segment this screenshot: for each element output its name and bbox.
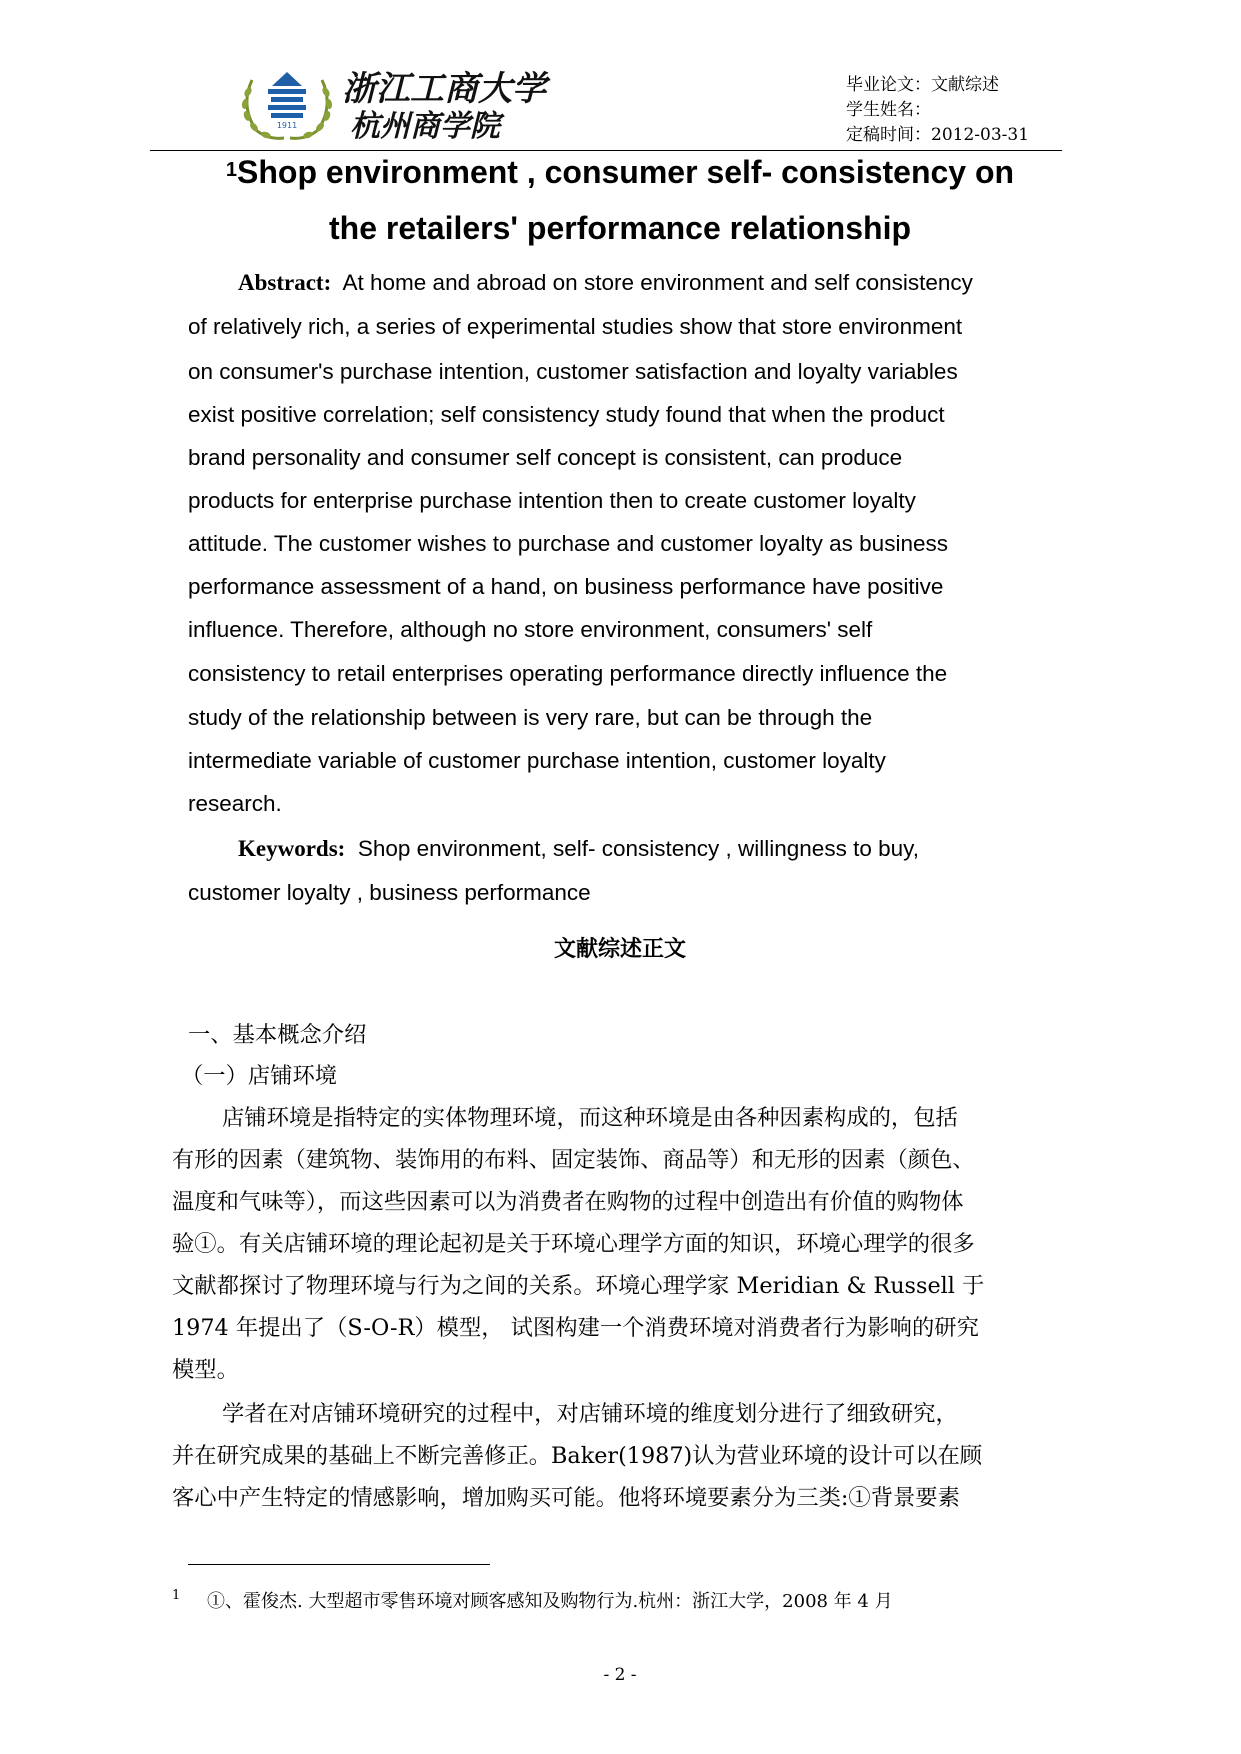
page-number: - 2 - [603, 1665, 637, 1685]
abstract-line-11: intermediate variable of customer purchase intention, customer loyalty [188, 748, 886, 773]
school-name-line1: 浙江工商大学 [342, 69, 546, 109]
footnote-mark: 1 [172, 1588, 181, 1603]
paper-title-line1: $^1$Shop environment , consumer self- consistency on [225, 154, 1015, 190]
p1-line-6: 模型。 [172, 1357, 239, 1383]
abstract-line-4: brand personality and consumer self concept is consistent, can produce [188, 445, 903, 470]
p1-line-5: 1974 年提出了（S-O-R）模型， 试图构建一个消费环境对消费者行为影响的研究 [172, 1315, 979, 1341]
university-logo [238, 66, 558, 146]
subsection-title: （一）店铺环境 [181, 1063, 338, 1089]
abstract-line-3: exist positive correlation; self consistency study found that when the product [188, 402, 945, 427]
p1-line-2: 温度和气味等），而这些因素可以为消费者在购物的过程中创造出有价值的购物体 [172, 1189, 964, 1215]
paper-title-line2: the retailers' performance relationship [328, 210, 911, 246]
abstract-line-9: consistency to retail enterprises operating performance directly influence the [188, 661, 948, 686]
header-divider [150, 150, 1062, 151]
keywords-line-0: Keywords: Shop environment, self- consistency , willingness to buy, [238, 836, 919, 861]
abstract-line-0: Abstract: At home and abroad on store environment and self consistency [238, 270, 973, 295]
p1-line-4: 文献都探讨了物理环境与行为之间的关系。环境心理学家 Meridian & Russell 于 [172, 1273, 985, 1299]
abstract-line-1: of relatively rich, a series of experimental studies show that store environment [188, 314, 963, 339]
title-footnote-mark: 1 [225, 159, 238, 181]
p1-line-1: 有形的因素（建筑物、装饰用的布料、固定装饰、商品等）和无形的因素（颜色、 [172, 1147, 975, 1173]
abstract-label: Abstract: [238, 270, 332, 295]
p2-line-0: 学者在对店铺环境研究的过程中，对店铺环境的维度划分进行了细致研究， [222, 1401, 958, 1427]
keywords-label: Keywords: [238, 836, 346, 861]
abstract-line-2: on consumer's purchase intention, customer satisfaction and loyalty variables [188, 359, 958, 384]
header-meta-type: 毕业论文：文献综述 [846, 75, 999, 95]
keywords-line-1: customer loyalty , business performance [188, 880, 591, 905]
p1-line-3: 验①。有关店铺环境的理论起初是关于环境心理学方面的知识，环境心理学的很多 [172, 1231, 975, 1257]
footnote-text: ①、霍俊杰. 大型超市零售环境对顾客感知及购物行为.杭州：浙江大学，2008 年 4 月 [207, 1591, 893, 1612]
university-emblem-icon [238, 66, 558, 146]
abstract-line-7: performance assessment of a hand, on business performance have positive [188, 574, 944, 599]
abstract-line-8: influence. Therefore, although no store environment, consumers' self [188, 617, 873, 642]
header-meta-student: 学生姓名： [846, 100, 931, 120]
p1-line-0: 店铺环境是指特定的实体物理环境，而这种环境是由各种因素构成的，包括 [222, 1105, 958, 1131]
section-title: 一、基本概念介绍 [188, 1022, 367, 1048]
logo-year: 1911 [276, 121, 298, 130]
abstract-line-10: study of the relationship between is very rare, but can be through the [188, 705, 873, 730]
abstract-line-12: research. [188, 791, 282, 816]
p2-line-1: 并在研究成果的基础上不断完善修正。Baker(1987)认为营业环境的设计可以在顾 [172, 1443, 983, 1469]
abstract-line-6: attitude. The customer wishes to purchase and customer loyalty as business [188, 531, 948, 556]
body-heading: 文献综述正文 [553, 937, 686, 962]
p2-line-2: 客心中产生特定的情感影响，增加购买可能。他将环境要素分为三类:①背景要素 [172, 1485, 960, 1511]
abstract-line-5: products for enterprise purchase intention then to create customer loyalty [188, 488, 916, 513]
school-name-line2: 杭州商学院 [350, 109, 500, 144]
footnote-divider [188, 1564, 490, 1565]
header-meta-date: 定稿时间：2012-03-31 [846, 125, 1030, 145]
